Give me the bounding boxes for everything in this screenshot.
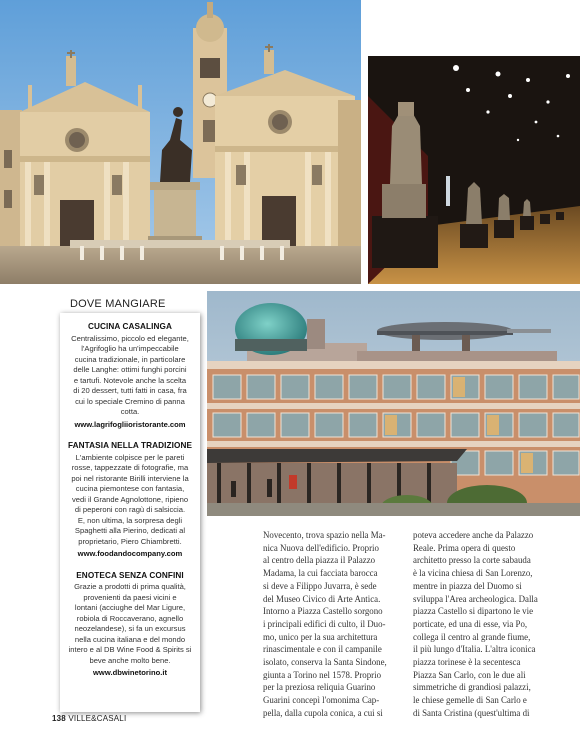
section-body	[64, 334, 196, 418]
article-line: Novecento, trova spazio nella Ma-	[263, 530, 386, 540]
body-line: robiola di Roccaverano, agnello	[76, 613, 184, 623]
article-line: di Santa Cristina (quest'ultima di	[413, 707, 530, 718]
restaurant-link[interactable]: www.lagrifogliioristorante.com	[74, 419, 186, 429]
body-line: Spaghetti alla Pierino, dedicati al	[74, 526, 186, 535]
body-line: Grazie a prodotti di prima qualità,	[74, 582, 186, 591]
body-line: neozelandese), si fa un excursus	[74, 624, 186, 633]
sidebar-section-fantasia-tradizione	[64, 441, 196, 560]
photo-egyptian-museum	[368, 56, 580, 284]
restaurant-link[interactable]: www.dbwinetorino.it	[93, 668, 167, 677]
body-line: vedi il Grande Agnolottone, ripieno	[71, 494, 189, 504]
body-line: cotta.	[120, 407, 140, 416]
article-line: sviluppa l'Area archeologica. Dalla	[413, 593, 538, 604]
section-title: ENOTECA SENZA CONFINI	[76, 570, 184, 580]
article-line: rinascimentale e con il campanile	[263, 644, 382, 655]
body-line: provenienti da paesi vicini e	[83, 592, 177, 602]
sidebar-section-enoteca	[64, 571, 196, 679]
article-line: poteva accedere anche da Palazzo	[413, 530, 534, 540]
body-line: di peperoni con ragù di salsiccia.	[74, 505, 186, 514]
article-line: il più lungo d'Italia. L'altra iconica	[413, 644, 536, 655]
article-line: simmetriche di grandiosi palazzi,	[413, 682, 531, 693]
body-line: nella cucina italiana e del mondo	[74, 634, 186, 644]
section-body	[64, 453, 196, 548]
article-line: mentre in piazza del Duomo si	[413, 580, 522, 591]
article-line: è la vicina chiesa di San Lorenzo,	[413, 568, 533, 579]
sidebar-section-cucina-casalinga	[64, 322, 196, 430]
article-line: Reale. Prima opera di questo	[413, 542, 516, 553]
article-line: pella, dalla cupola conica, a cui si	[263, 707, 383, 718]
body-line: l'Agrifoglio ha un'impeccabile	[81, 344, 179, 353]
body-line: L'ambiente colpisce per le pareti	[75, 452, 185, 462]
article-line: Piazza San Carlo, con le due ali	[413, 669, 526, 680]
body-line: beve anche molto bene.	[89, 655, 171, 665]
page-number: 138	[52, 714, 66, 723]
restaurant-link[interactable]: www.foodandocompany.com	[77, 549, 183, 558]
section-title: CUCINA CASALINGA	[87, 322, 173, 331]
body-line: cui lo speciale Cremino di panna	[75, 396, 185, 406]
article-line: nica Nuova dell'edificio. Proprio	[263, 542, 379, 553]
body-line: di 20 dessert, tutti fatti in casa, fra	[73, 386, 187, 395]
article-line: i principali edifici di culto, il Duo-	[263, 618, 386, 629]
section-body	[64, 582, 196, 666]
article-column-right	[413, 529, 563, 720]
article-line: per la preziosa reliquia Guarino	[263, 682, 376, 693]
article-line: Intorno a Piazza Castello sorgono	[263, 606, 383, 617]
body-line: E, non ultima, la sorpresa degli	[77, 515, 183, 525]
page-footer	[52, 714, 126, 723]
article-line: si deve a Filippo Juvarra, è sede	[263, 580, 377, 591]
sidebar-heading: DOVE MANGIARE	[70, 298, 166, 310]
article-line: piazza torinese è la secentesca	[413, 657, 521, 668]
body-line: poi nel ristorante Birilli interviene la	[71, 473, 189, 483]
entrance-canopy	[207, 449, 467, 503]
article-line: piazza Castello si dipartono le vie	[413, 606, 534, 617]
body-line: e tartufi. Notevole anche la scelta	[73, 375, 187, 385]
photo-piazza-san-carlo	[0, 0, 361, 284]
article-line: Guarini concepì l'omonima Cap-	[263, 695, 380, 706]
article-line: Madama, la cui facciata barocca	[263, 568, 378, 579]
sidebar-restaurants-box	[60, 313, 200, 712]
body-line: intero e al DB Wine Food & Spirits si	[68, 645, 192, 654]
magazine-name: VILLE&CASALI	[68, 714, 127, 723]
photo-lingotto-building	[207, 291, 580, 516]
body-line: delle Langhe: ottimi funghi porcini	[73, 365, 187, 374]
article-line: le chiese gemelle di San Carlo e	[413, 695, 527, 706]
article-line: architetto presso la corte sabauda	[413, 555, 531, 566]
article-line: isolato, conserva la Santa Sindone,	[263, 657, 387, 668]
article-line: porticate, ed una di esse, via Po,	[413, 618, 528, 629]
body-line: rosse, tappezzate di fotografie, ma	[71, 463, 189, 472]
section-title: FANTASIA NELLA TRADIZIONE	[67, 441, 193, 450]
body-line: cucina piemontese con fantasia,	[75, 484, 185, 493]
article-line: al centro della piazza il Palazzo	[263, 555, 376, 566]
article-line: collega il centro al grande fiume,	[413, 631, 531, 642]
article-line: mo, unico per la sua architettura	[263, 631, 378, 642]
article-line: giunta a Torino nel 1578. Proprio	[263, 669, 382, 680]
article-line: del Museo Civico di Arte Antica.	[263, 593, 381, 604]
body-line: Centralissimo, piccolo ed elegante,	[71, 333, 189, 343]
body-line: proprietario, Piero Chiambretti.	[78, 536, 182, 546]
body-line: cucina tradizionale, in particolare	[74, 354, 186, 364]
body-line: lontani (acciughe del Mar Ligure,	[74, 603, 186, 612]
article-column-left	[263, 529, 396, 720]
